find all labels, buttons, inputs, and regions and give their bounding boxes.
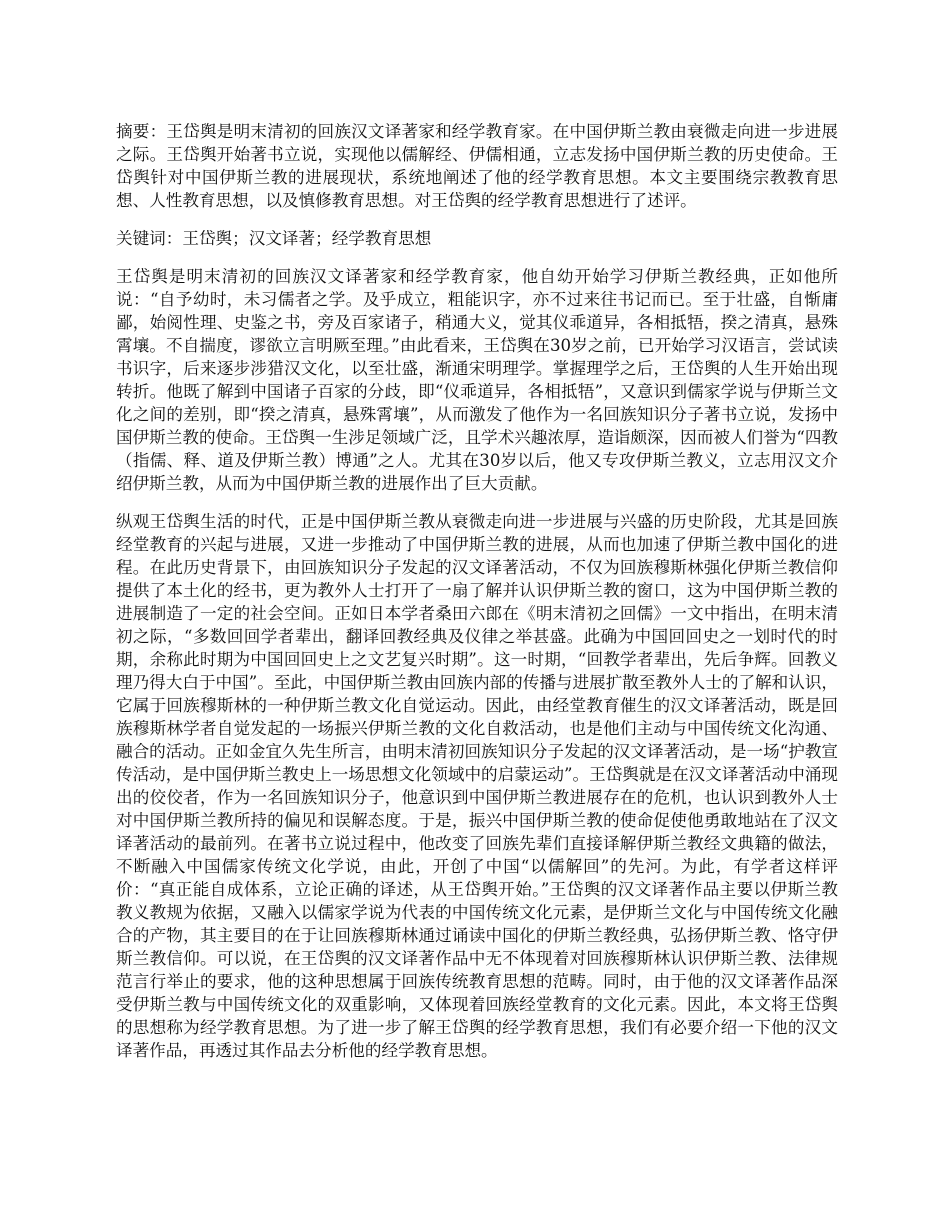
- document-page: [116, 120, 838, 1077]
- abstract-paragraph: 摘要：王岱舆是明末清初的回族汉文译著家和经学教育家。在中国伊斯兰教由衰微走向进一步进展之际。王岱舆开始著书立说，实现他以儒解经、伊儒相通，立志发扬中国伊斯兰教的历史使命。王岱舆针对中国伊斯兰教的进展现状，系统地阐述了他的经学教育思想。本文主要围绕宗教教育思想、人性教育思想，以及慎修教育思想。对王岱舆的经学教育思想进行了述评。: [116, 122, 838, 210]
- keywords-line: 关键词：王岱舆；汉文译著；经学教育思想: [116, 229, 432, 248]
- body-paragraph-1: 王岱舆是明末清初的回族汉文译著家和经学教育家，他自幼开始学习伊斯兰教经典，正如他所说：“自予幼时，未习儒者之学。及乎成立，粗能识字，亦不过来往书记而已。至于壮盛，自惭庸鄙，始阅性理、史鉴之书，旁及百家诸子，稍通大义，觉其仪乖道异，各相抵牾，揆之清真，悬殊霄壤。不自揣度，谬欲立言明厥至理。”由此看来，王岱舆在30岁之前，已开始学习汉语言，尝试读书识字，后来逐步涉猎汉文化，以至壮盛，渐通宋明理学。掌握理学之后，王岱舆的人生开始出现转折。他既了解到中国诸子百家的分歧，即“仪乖道异，各相抵牾”，又意识到儒家学说与伊斯兰文化之间的差别，即“揆之清真，悬殊霄壤”，从而激发了他作为一名回族知识分子著书立说，发扬中国伊斯兰教的使命。王岱舆一生涉足领域广泛，且学术兴趣浓厚，造诣颇深，因而被人们誉为“四教（指儒、释、道及伊斯兰教）博通”之人。尤其在30岁以后，他又专攻伊斯兰教义，立志用汉文介绍伊斯兰教，从而为中国伊斯兰教的进展作出了巨大贡献。: [116, 267, 839, 493]
- body-paragraph-2: 纵观王岱舆生活的时代，正是中国伊斯兰教从衰微走向进一步进展与兴盛的历史阶段，尤其是回族经堂教育的兴起与进展，又进一步推动了中国伊斯兰教的进展，从而也加速了伊斯兰教中国化的进程。在此历史背景下，由回族知识分子发起的汉文译著活动，不仅为回族穆斯林强化伊斯兰教信仰提供了本土化的经书，更为教外人士打开了一扇了解并认识伊斯兰教的窗口，这为中国伊斯兰教的进展制造了一定的社会空间。正如日本学者桑田六郎在《明末清初之回儒》一文中指出，在明末清初之际，“多数回回学者辈出，翻译回教经典及仪律之举甚盛。此确为中国回回史之一划时代的时期，余称此时期为中国回回史上之文艺复兴时期”。这一时期，“回教学者辈出，先后争辉。回教义理乃得大白于中国”。至此，中国伊斯兰教由回族内部的传播与进展扩散至教外人士的了解和认识，它属于回族穆斯林的一种伊斯兰教文化自觉运动。因此，由经堂教育催生的汉文译著活动，既是回族穆斯林学者自觉发起的一场振兴伊斯兰教的文化自救活动，也是他们主动与中国传统文化沟通、融合的活动。正如金宜久先生所言，由明末清初回族知识分子发起的汉文译著活动，是一场“护教宣传活动，是中国伊斯兰教史上一场思想文化领域中的启蒙运动”。王岱舆就是在汉文译著活动中涌现出的佼佼者，作为一名回族知识分子，他意识到中国伊斯兰教进展存在的危机，也认识到教外人士对中国伊斯兰教所持的偏见和误解态度。于是，振兴中国伊斯兰教的使命促使他勇敢地站在了汉文译著活动的最前列。在著书立说过程中，他改变了回族先辈们直接译解伊斯兰教经文典籍的做法，不断融入中国儒家传统文化学说，由此，开创了中国“以儒解回”的先河。为此，有学者这样评价：“真正能自成体系，立论正确的译述，从王岱舆开始。”王岱舆的汉文译著作品主要以伊斯兰教教义教规为依据，又融入以儒家学说为代表的中国传统文化元素，是伊斯兰文化与中国传统文化融合的产物，其主要目的在于让回族穆斯林通过诵读中国化的伊斯兰教经典，弘扬伊斯兰教、恪守伊斯兰教信仰。可以说，在王岱舆的汉文译著作品中无不体现着对回族穆斯林认识伊斯兰教、法律规范言行举止的要求，他的这种思想属于回族传统教育思想的范畴。同时，由于他的汉文译著作品深受伊斯兰教与中国传统文化的双重影响，又体现着回族经堂教育的文化元素。因此，本文将王岱舆的思想称为经学教育思想。为了进一步了解王岱舆的经学教育思想，我们有必要介绍一下他的汉文译著作品，再透过其作品去分析他的经学教育思想。: [116, 512, 839, 1060]
